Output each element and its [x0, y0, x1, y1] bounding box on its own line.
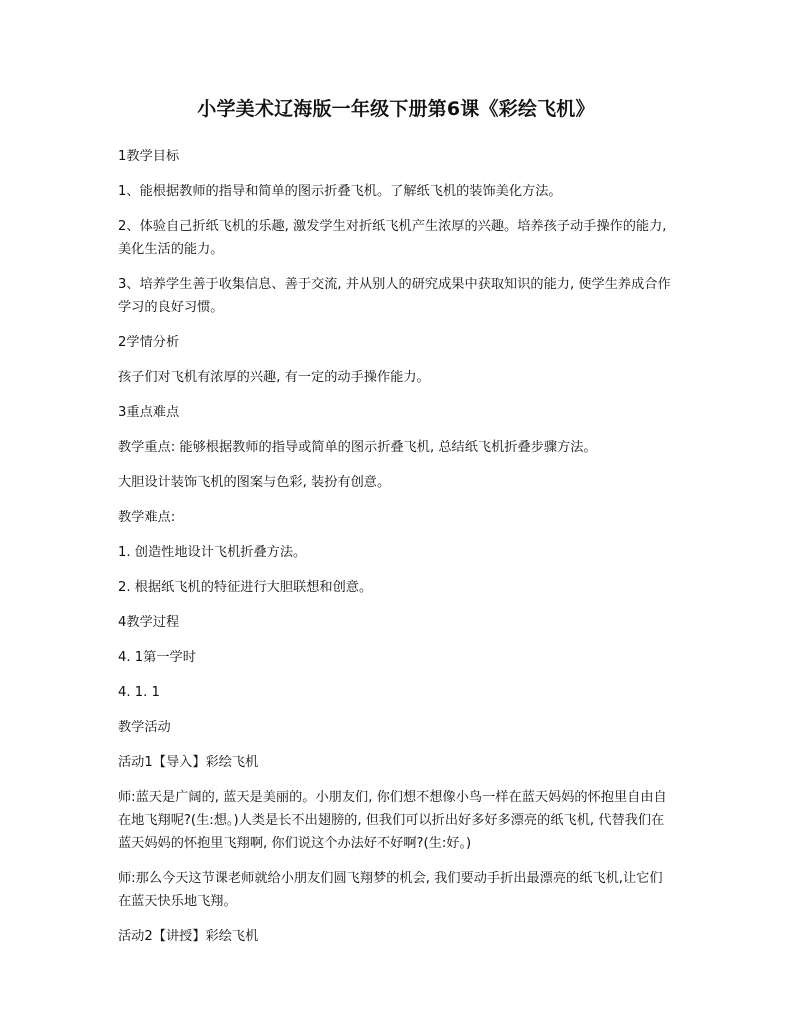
section-heading-process: 4教学过程: [118, 615, 180, 630]
document-title: 小学美术辽海版一年级下册第6课《彩绘飞机》: [197, 98, 595, 120]
keypoint-focus: 教学重点: 能够根据教师的指导或简单的图示折叠飞机, 总结纸飞机折叠步骤方法。: [118, 440, 597, 455]
section-heading-keypoints: 3重点难点: [118, 405, 180, 420]
subsection-number: 4. 1. 1: [118, 685, 160, 700]
objective-1: 1、能根据教师的指导和简单的图示折叠飞机。了解纸飞机的装饰美化方法。: [118, 184, 562, 199]
section-heading-objectives: 1教学目标: [118, 149, 180, 164]
difficulty-2: 2. 根据纸飞机的特征进行大胆联想和创意。: [118, 580, 373, 595]
teaching-activities-heading: 教学活动: [118, 720, 171, 735]
activity-1-text-1: 师:蓝天是广阔的, 蓝天是美丽的。小朋友们, 你们想不想像小鸟一样在蓝天妈妈的怀抱里自由自在地飞翔呢?(生:想。)人类是长不出翅膀的, 但我们可以折出好多好多漂亮的纸飞机, 代替我们在蓝天妈妈的怀抱里飞翔啊, 你们说这个办法好不好啊?(生:好。): [118, 790, 667, 851]
subsection-first-period: 4. 1第一学时: [118, 650, 196, 665]
analysis-text: 孩子们对飞机有浓厚的兴趣, 有一定的动手操作能力。: [118, 370, 430, 385]
objective-2: 2、体验自己折纸飞机的乐趣, 激发学生对折纸飞机产生浓厚的兴趣。培养孩子动手操作的能力, 美化生活的能力。: [118, 219, 667, 257]
difficulty-heading: 教学难点:: [118, 510, 176, 525]
keypoint-design: 大胆设计装饰飞机的图案与色彩, 装扮有创意。: [118, 475, 391, 490]
activity-1-heading: 活动1【导入】彩绘飞机: [118, 755, 259, 770]
objective-3: 3、培养学生善于收集信息、善于交流, 并从别人的研究成果中获取知识的能力, 使学生养成合作学习的良好习惯。: [118, 277, 671, 315]
activity-2-heading: 活动2【讲授】彩绘飞机: [118, 929, 259, 944]
difficulty-1: 1. 创造性地设计飞机折叠方法。: [118, 545, 307, 560]
activity-1-text-2: 师:那么今天这节课老师就给小朋友们圆飞翔梦的机会, 我们要动手折出最漂亮的纸飞机,让它们在蓝天快乐地飞翔。: [118, 871, 663, 909]
section-heading-analysis: 2学情分析: [118, 335, 180, 350]
